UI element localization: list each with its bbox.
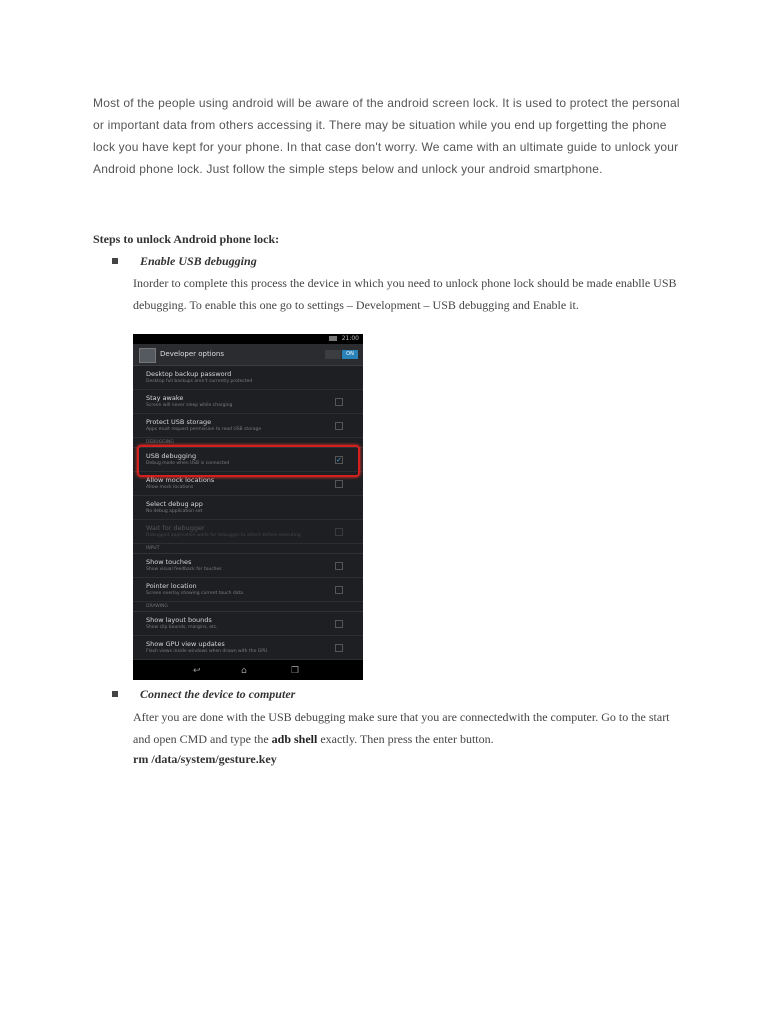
bullet-icon	[112, 258, 118, 264]
battery-icon	[329, 336, 337, 341]
developer-options-screenshot	[133, 334, 363, 680]
pref-summary: Allow mock locations	[146, 485, 194, 490]
pref-title: Wait for debugger	[146, 524, 205, 532]
pref-title: Allow mock locations	[146, 476, 215, 484]
pref-summary: Debug mode when USB is connected	[146, 461, 230, 466]
action-bar	[133, 344, 363, 366]
pref-title: Desktop backup password	[146, 370, 232, 378]
step1-body: Inorder to complete this process the device in which you need to unlock phone lock should be made enablle USB debugging. To enable this one go to settings – Development – USB debugging and Enable it.	[133, 276, 677, 312]
adb-shell-command: adb shell	[271, 732, 318, 746]
checkbox-icon	[335, 562, 343, 570]
back-icon: ↩	[193, 666, 201, 676]
home-icon: ⌂	[241, 666, 247, 676]
pref-summary: Screen will never sleep while charging	[146, 403, 233, 408]
usb-debugging-highlight	[137, 445, 360, 477]
checkbox-icon	[335, 644, 343, 652]
pref-summary: Apps must request permission to read USB storage	[146, 427, 262, 432]
settings-app-icon	[139, 348, 156, 363]
section-input: INPUT	[133, 544, 363, 554]
intro-paragraph: Most of the people using android will be aware of the android screen lock. It is used to protect the personal or important data from others accessing it. There may be situation while you end up forgetting the phone lock you have kept for your phone. In that case don't worry. We came with an ultimate guide to unlock your Android phone lock. Just follow the simple steps below and unlock your android smartphone.	[93, 96, 680, 176]
pref-title: USB debugging	[146, 452, 197, 460]
pref-summary: No debug application set	[146, 509, 203, 514]
nav-bar	[133, 660, 363, 680]
steps-heading: Steps to unlock Android phone lock:	[93, 232, 280, 246]
toggle-off-segment	[325, 350, 341, 359]
step1-title: Enable USB debugging	[140, 254, 257, 268]
pref-title: Show GPU view updates	[146, 640, 225, 648]
remove-gesture-command: rm /data/system/gesture.key	[133, 752, 277, 766]
pref-item	[133, 390, 363, 414]
pref-title: Stay awake	[146, 394, 184, 402]
pref-item	[133, 578, 363, 602]
status-bar	[133, 334, 363, 344]
pref-summary: Show clip bounds, margins, etc.	[146, 625, 218, 630]
pref-title: Select debug app	[146, 500, 203, 508]
pref-item	[133, 496, 363, 520]
pref-summary: Desktop full backups aren't currently protected	[146, 379, 253, 384]
pref-item	[133, 612, 363, 636]
pref-summary: Screen overlay showing current touch data	[146, 591, 243, 596]
pref-summary: Flash views inside windows when drawn with the GPU	[146, 649, 268, 654]
step2-text-end: exactly. Then press the enter button.	[317, 732, 494, 746]
pref-title: Show touches	[146, 558, 192, 566]
pref-title: Protect USB storage	[146, 418, 212, 426]
status-time: 21:00	[341, 335, 359, 342]
screen-title: Developer options	[160, 350, 225, 358]
checkbox-icon	[335, 586, 343, 594]
checked-checkbox-icon: ✓	[336, 456, 342, 464]
pref-item	[133, 636, 363, 660]
pref-title: Show layout bounds	[146, 616, 212, 624]
pref-item	[133, 414, 363, 438]
pref-item	[133, 554, 363, 578]
step2-title: Connect the device to computer	[140, 687, 296, 701]
recents-icon: ❐	[291, 666, 300, 676]
pref-summary: Show visual feedback for touches	[146, 567, 222, 572]
pref-item	[133, 520, 363, 544]
pref-summary: Debugged application waits for debugger to attach before executing	[146, 533, 301, 538]
step2-text-start: After you are done with the USB debugging make sure that you are connectedwith the computer. Go to the start and open CMD and type the	[133, 710, 670, 746]
checkbox-icon	[335, 620, 343, 628]
step2-body	[133, 706, 678, 750]
pref-title: Pointer location	[146, 582, 197, 590]
section-drawing: DRAWING	[133, 602, 363, 612]
checkbox-icon	[335, 422, 343, 430]
section-debugging: DEBUGGING	[133, 438, 363, 448]
toggle-on-segment: ON	[342, 350, 358, 359]
pref-item	[133, 366, 363, 390]
checkbox-icon	[335, 480, 343, 488]
checkbox-icon	[335, 528, 343, 536]
checkbox-icon	[335, 398, 343, 406]
bullet-icon	[112, 691, 118, 697]
